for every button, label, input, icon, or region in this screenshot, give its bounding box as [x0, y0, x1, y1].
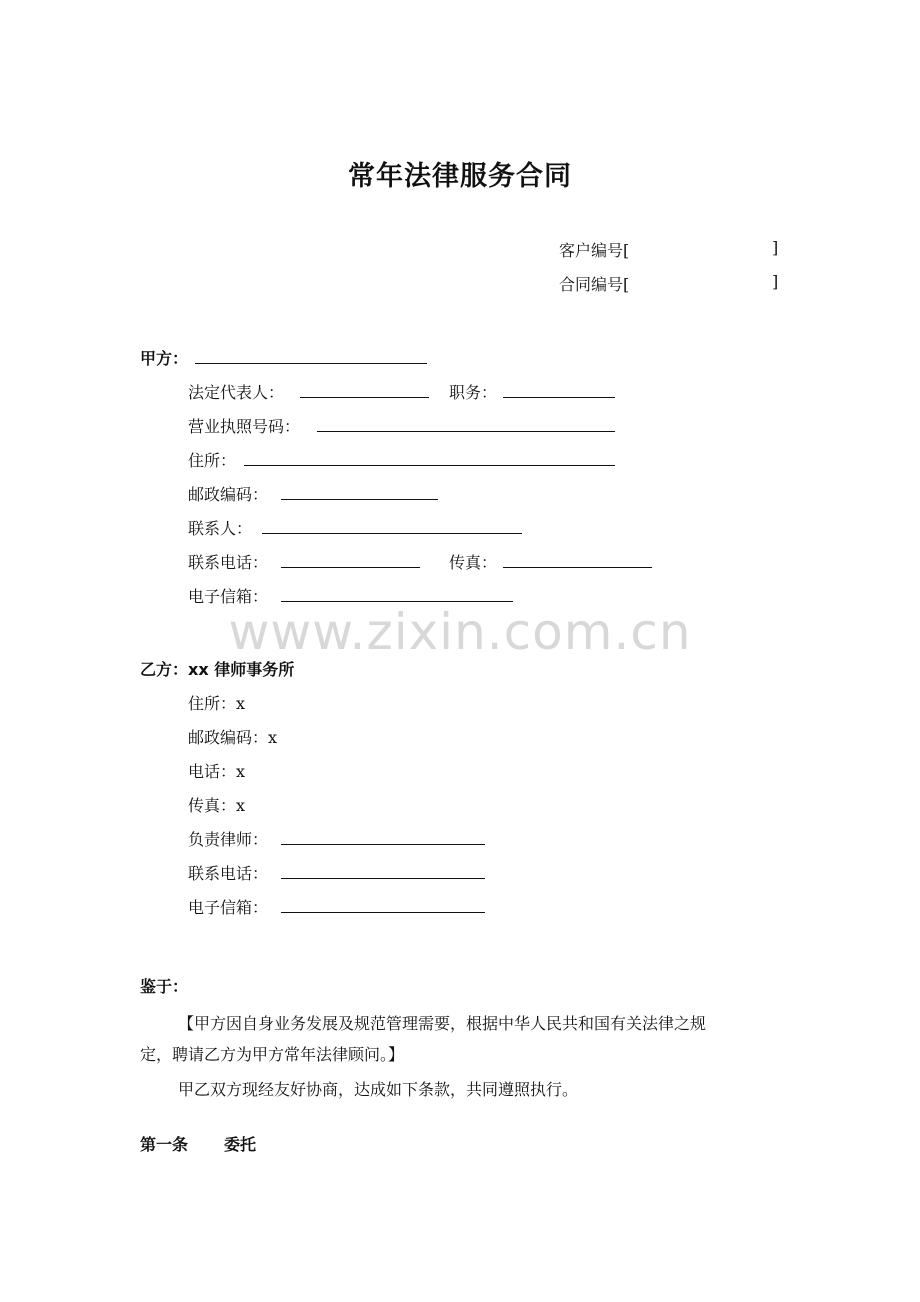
document-title: 常年法律服务合同 — [348, 161, 572, 192]
party-a-license-blank[interactable] — [317, 431, 615, 432]
party-b-fax: 传真：x — [188, 796, 246, 815]
party-a-phone-blank[interactable] — [281, 567, 420, 568]
whereas-paragraph-1-line-1: 【甲方因自身业务发展及规范管理需要，根据中华人民共和国有关法律之规 — [178, 1014, 707, 1033]
party-a-email-label: 电子信箱： — [188, 587, 269, 606]
party-a-legal-rep-blank[interactable] — [300, 397, 429, 398]
party-a-heading: 甲方： — [140, 349, 189, 368]
party-a-contact-label: 联系人： — [188, 519, 253, 538]
article-1-title: 委托 — [224, 1135, 257, 1154]
party-a-fax-label: 传真： — [449, 553, 498, 572]
party-b-email-label: 电子信箱： — [188, 898, 269, 917]
client-number-label: 客户编号[ — [559, 241, 630, 260]
party-b-phone: 电话：x — [188, 762, 246, 781]
whereas-paragraph-2: 甲乙双方现经友好协商，达成如下条款，共同遵照执行。 — [178, 1080, 579, 1099]
party-a-license-label: 营业执照号码： — [188, 417, 301, 436]
party-a-contact-blank[interactable] — [262, 533, 522, 534]
party-b-lawyer-label: 负责律师： — [188, 830, 269, 849]
party-a-phone-label: 联系电话： — [188, 553, 269, 572]
party-a-email-blank[interactable] — [281, 601, 513, 602]
party-b-lawyer-blank[interactable] — [281, 844, 485, 845]
article-1-number: 第一条 — [140, 1135, 189, 1154]
party-b-heading: 乙方：xx 律师事务所 — [140, 660, 295, 679]
party-a-position-label: 职务： — [449, 383, 498, 402]
party-a-postcode-blank[interactable] — [281, 499, 438, 500]
party-a-position-blank[interactable] — [503, 397, 615, 398]
whereas-paragraph-1-line-2: 定，聘请乙方为甲方常年法律顾问。】 — [140, 1045, 405, 1064]
party-b-postcode: 邮政编码：x — [188, 728, 278, 747]
party-a-address-label: 住所： — [188, 451, 237, 470]
party-a-address-blank[interactable] — [244, 465, 615, 466]
party-a-legal-rep-label: 法定代表人： — [188, 383, 285, 402]
party-a-postcode-label: 邮政编码： — [188, 485, 269, 504]
party-b-email-blank[interactable] — [281, 912, 485, 913]
party-b-contact-phone-blank[interactable] — [281, 878, 485, 879]
party-a-fax-blank[interactable] — [503, 567, 652, 568]
client-number-close: ] — [772, 238, 779, 257]
party-b-address: 住所：x — [188, 694, 246, 713]
party-b-contact-phone-label: 联系电话： — [188, 864, 269, 883]
contract-number-label: 合同编号[ — [559, 275, 630, 294]
party-a-name-blank[interactable] — [195, 363, 427, 364]
contract-number-close: ] — [772, 272, 779, 291]
watermark: www.zixin.com.cn — [228, 603, 692, 661]
whereas-heading: 鉴于： — [140, 977, 189, 996]
